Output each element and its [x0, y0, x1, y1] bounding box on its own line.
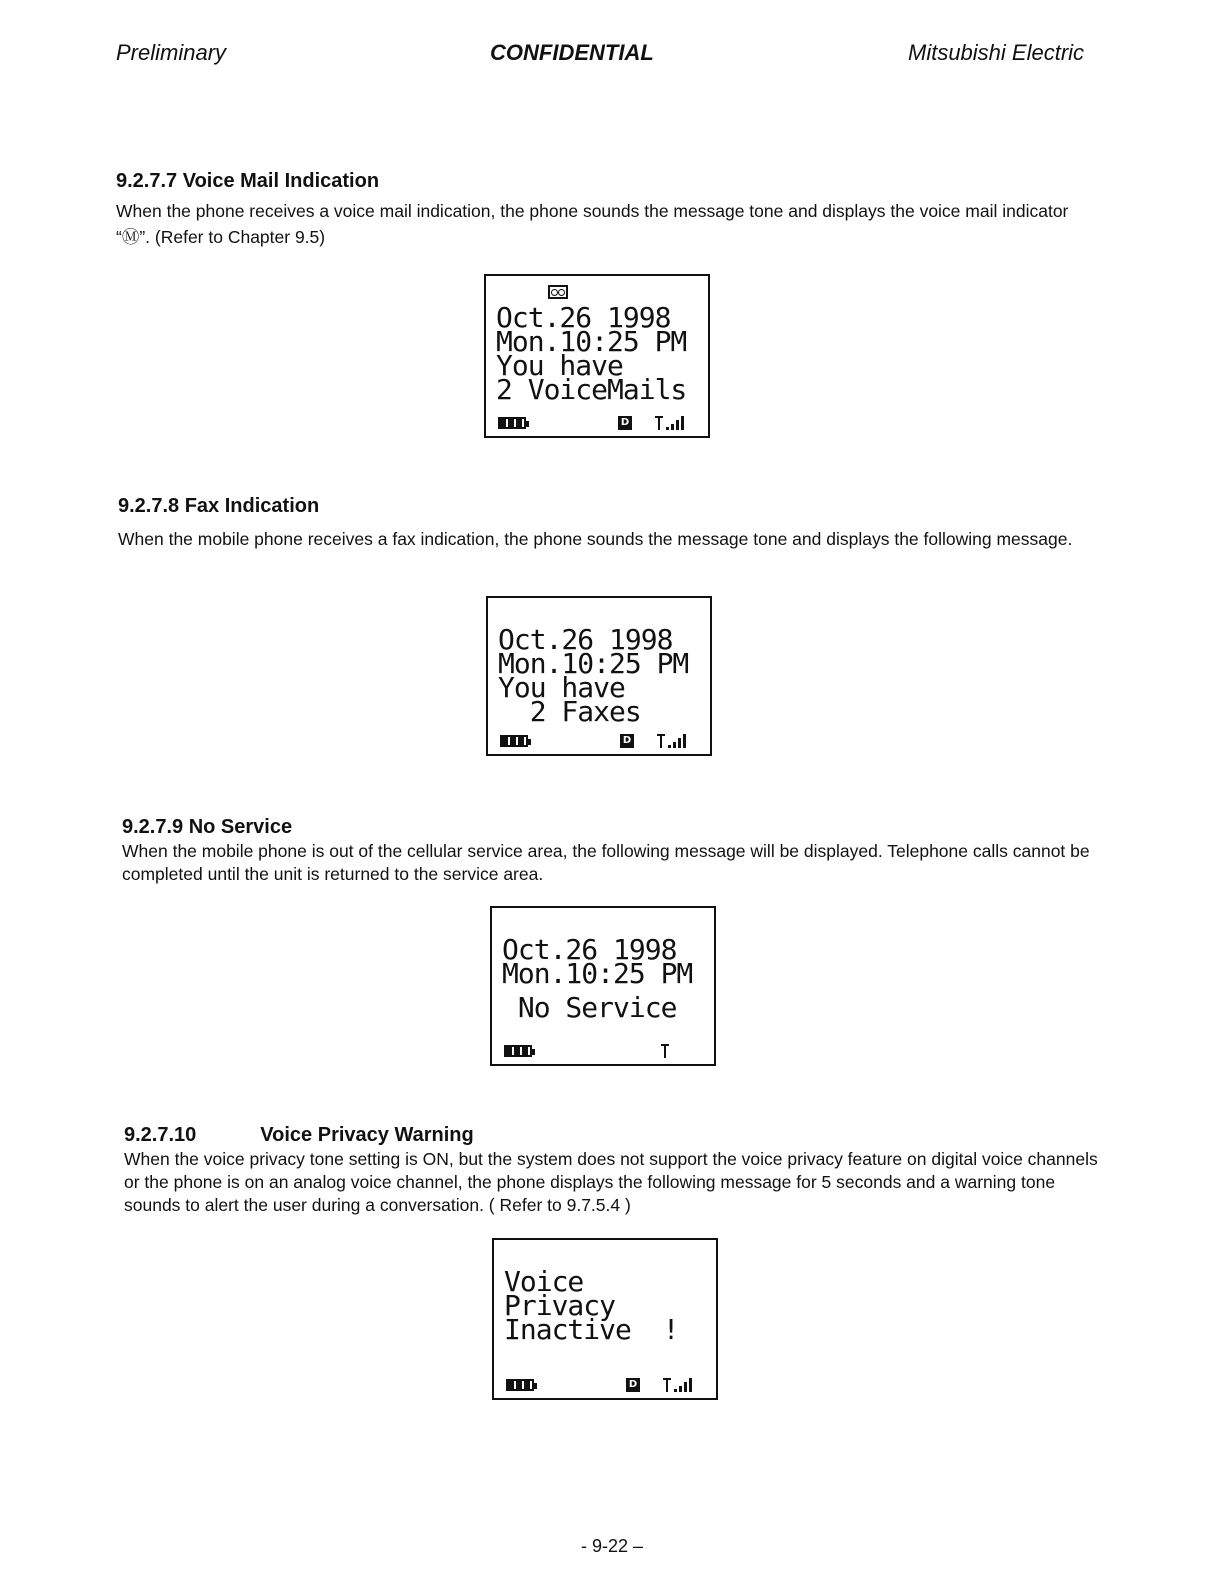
section-paragraph-no-service: When the mobile phone is out of the cellular service area, the following message will be displayed. Telephone calls cannot be completed until the unit is returned to the service area.: [122, 841, 1090, 884]
section-title-voice-mail: 9.2.7.7 Voice Mail Indication: [116, 170, 380, 192]
screen-line: Oct.26 1998: [502, 933, 677, 966]
signal-icon: [660, 732, 690, 748]
screen-line: Mon.10:25 PM: [502, 957, 693, 990]
phone-screen-voice-privacy: [492, 1238, 718, 1400]
battery-icon: [500, 735, 528, 747]
status-bar: [504, 1376, 706, 1392]
section-paragraph-voice-mail: When the phone receives a voice mail indication, the phone sounds the message tone and displays the voice mail indicator “Ⓜ”. (Refer to Chapter 9.5): [116, 201, 1069, 247]
section-paragraph-fax: When the mobile phone receives a fax indication, the phone sounds the message tone and displays the following message.: [118, 529, 1073, 549]
screen-line: 2 VoiceMails: [496, 373, 687, 406]
screen-line: You have: [498, 671, 625, 704]
antenna-icon: [664, 1042, 694, 1058]
header-company: Mitsubishi Electric: [908, 40, 1085, 65]
section-title-fax: 9.2.7.8 Fax Indication: [118, 495, 320, 517]
screen-line: Mon.10:25 PM: [498, 647, 689, 680]
screen-line: Inactive !: [504, 1313, 679, 1346]
screen-line: Oct.26 1998: [496, 301, 671, 334]
section-title-no-service: 9.2.7.9 No Service: [122, 816, 293, 838]
digital-icon: D: [620, 734, 634, 748]
phone-screen-no-service: [490, 906, 716, 1066]
screen-line: Privacy: [504, 1289, 616, 1322]
digital-icon: D: [626, 1378, 640, 1392]
phone-screen-fax: [486, 596, 712, 756]
screen-line: Mon.10:25 PM: [496, 325, 687, 358]
battery-icon: [504, 1045, 532, 1057]
voicemail-icon: [548, 285, 568, 299]
section-number: 9.2.7.10: [124, 1124, 197, 1146]
section-paragraph-voice-privacy: When the voice privacy tone setting is ON, but the system does not support the voice privacy feature on digital voice channels or the phone is on an analog voice channel, the phone displays the following message for 5 seconds and a warning tone sounds to alert the user during a conversation. ( Refer to 9.7.5.4 ): [124, 1149, 1098, 1215]
signal-icon: [666, 1376, 696, 1392]
screen-line: You have: [496, 349, 623, 382]
section-heading: Voice Privacy Warning: [260, 1124, 474, 1146]
section-title-voice-privacy: [124, 1124, 474, 1147]
screen-line: Voice: [504, 1265, 584, 1298]
signal-icon: [658, 414, 688, 430]
status-bar: [502, 1042, 704, 1058]
phone-screen-voice-mail: [484, 274, 710, 438]
screen-line: Oct.26 1998: [498, 623, 673, 656]
header-preliminary: Preliminary: [116, 40, 227, 65]
battery-icon: [506, 1379, 534, 1391]
screen-line: No Service: [502, 991, 677, 1024]
header-confidential: CONFIDENTIAL: [490, 40, 654, 65]
status-bar: [498, 732, 700, 748]
status-bar: [496, 414, 698, 430]
page-number: - 9-22 –: [580, 1536, 644, 1556]
screen-line: 2 Faxes: [498, 695, 641, 728]
battery-icon: [498, 417, 526, 429]
digital-icon: D: [618, 416, 632, 430]
